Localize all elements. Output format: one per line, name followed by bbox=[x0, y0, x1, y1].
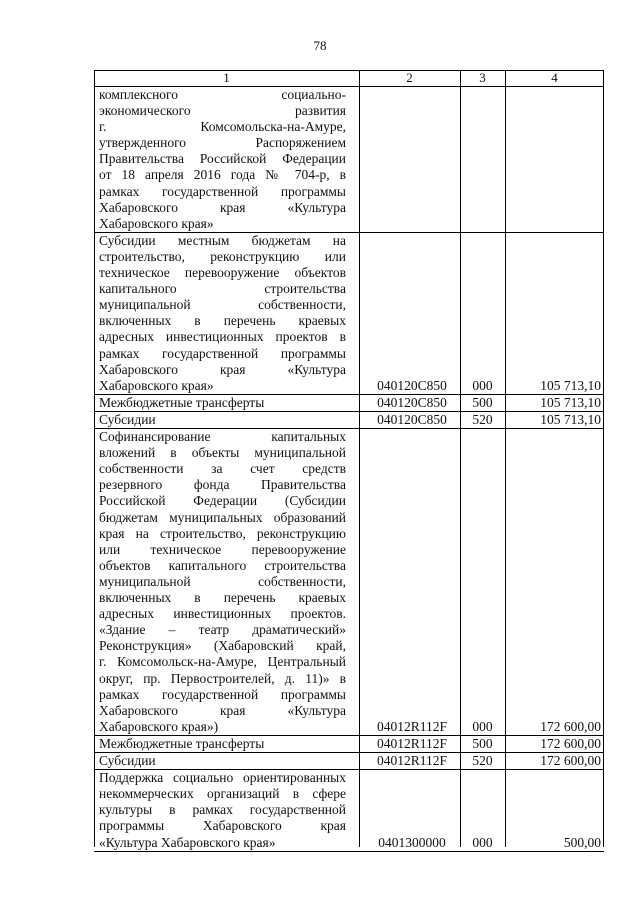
description-line: объектов капитального строительства bbox=[99, 557, 346, 573]
description-line: включенных в перечень краевых bbox=[99, 313, 346, 329]
target-article-code: 040120C850 bbox=[377, 394, 447, 410]
expense-type-code: 000 bbox=[472, 834, 493, 850]
description-line: г. Комсомольска-на-Амуре, bbox=[99, 119, 346, 135]
amount-value: 172 600,00 bbox=[540, 718, 601, 734]
target-article-code: 04012R112F bbox=[376, 753, 447, 769]
amount-value: 105 713,10 bbox=[540, 394, 601, 410]
description-line: рамках государственной программы bbox=[99, 183, 346, 199]
description-line: рамках государственной программы bbox=[99, 345, 346, 361]
description-line: муниципальной собственности, bbox=[99, 573, 346, 589]
description-line: рамках государственной программы bbox=[99, 686, 346, 702]
description-line: Софинансирование капитальных bbox=[99, 429, 346, 445]
description-line: Субсидии местным бюджетам на bbox=[99, 232, 346, 248]
expense-type-code: 000 bbox=[472, 718, 493, 734]
target-article-code: 040120C850 bbox=[377, 377, 447, 393]
expense-type-code: 520 bbox=[472, 412, 493, 427]
table-row-description bbox=[99, 412, 346, 428]
description-line: адресных инвестиционных проектов. bbox=[99, 606, 346, 622]
description-line: «Культура Хабаровского края» bbox=[99, 834, 276, 850]
amount-value: 105 713,10 bbox=[540, 377, 601, 393]
table-row-description bbox=[99, 753, 346, 769]
page-number: 78 bbox=[313, 38, 327, 53]
description-line: адресных инвестиционных проектов в bbox=[99, 329, 346, 345]
table-column-border bbox=[603, 70, 604, 847]
amount-value: 500,00 bbox=[563, 834, 601, 850]
target-article-code: 0401300000 bbox=[378, 834, 446, 850]
description-line: утвержденного Распоряжением bbox=[99, 135, 346, 151]
table-row-description bbox=[99, 429, 346, 735]
description-line: Межбюджетные трансферты bbox=[99, 736, 265, 751]
table-header-cell: 1 bbox=[223, 70, 230, 85]
table-row-description bbox=[99, 87, 346, 232]
table-column-border bbox=[359, 70, 360, 847]
table-header-cell: 2 bbox=[406, 70, 413, 85]
description-line: включенных в перечень краевых bbox=[99, 590, 346, 606]
amount-value: 105 713,10 bbox=[540, 412, 601, 427]
amount-value: 172 600,00 bbox=[540, 753, 601, 769]
description-line: Субсидии bbox=[99, 753, 156, 769]
description-line: Хабаровского края «Культура bbox=[99, 361, 346, 377]
description-line: Хабаровского края») bbox=[99, 718, 219, 734]
target-article-code: 04012R112F bbox=[376, 736, 447, 751]
description-line: Хабаровского края» bbox=[99, 377, 214, 393]
description-line: или техническое перевооружение bbox=[99, 541, 346, 557]
table-header-cell: 4 bbox=[551, 70, 558, 85]
description-line: края на строительство, реконструкцию bbox=[99, 525, 346, 541]
table-row-description bbox=[99, 770, 346, 850]
description-line: бюджетам муниципальных образований bbox=[99, 509, 346, 525]
description-line: культуры в рамках государственной bbox=[99, 802, 346, 818]
description-line: Хабаровского края «Культура bbox=[99, 199, 346, 215]
description-line: некоммерческих организаций в сфере bbox=[99, 786, 346, 802]
target-article-code: 040120C850 bbox=[377, 412, 447, 427]
description-line: капитального строительства bbox=[99, 281, 346, 297]
description-line: Межбюджетные трансферты bbox=[99, 394, 265, 410]
description-line: техническое перевооружение объектов bbox=[99, 265, 346, 281]
description-line: строительство, реконструкцию или bbox=[99, 248, 346, 264]
expense-type-code: 000 bbox=[472, 377, 493, 393]
expense-type-code: 500 bbox=[472, 394, 493, 410]
description-line: муниципальной собственности, bbox=[99, 297, 346, 313]
table-row-description bbox=[99, 233, 346, 394]
description-line: «Здание – театр драматический» bbox=[99, 622, 346, 638]
description-line: собственности за счет средств bbox=[99, 461, 346, 477]
description-line: Субсидии bbox=[99, 412, 156, 427]
table-row-border bbox=[94, 851, 604, 852]
description-line: Реконструкция» (Хабаровский край, bbox=[99, 638, 346, 654]
amount-value: 172 600,00 bbox=[540, 736, 601, 751]
table-row-description bbox=[99, 736, 346, 752]
target-article-code: 04012R112F bbox=[376, 718, 447, 734]
expense-type-code: 500 bbox=[472, 736, 493, 751]
description-line: комплексного социально- bbox=[99, 87, 346, 102]
description-line: г. Комсомольск-на-Амуре, Центральный bbox=[99, 654, 346, 670]
description-line: вложений в объекты муниципальной bbox=[99, 445, 346, 461]
description-line: Хабаровского края» bbox=[99, 215, 214, 231]
description-line: экономического развития bbox=[99, 103, 346, 119]
description-line: Российской Федерации (Субсидии bbox=[99, 493, 346, 509]
description-line: Поддержка социально ориентированных bbox=[99, 770, 346, 786]
description-line: от 18 апреля 2016 года № 704-р, в bbox=[99, 167, 346, 183]
description-line: программы Хабаровского края bbox=[99, 818, 346, 834]
description-line: Правительства Российской Федерации bbox=[99, 151, 346, 167]
table-header-cell: 3 bbox=[479, 70, 486, 85]
description-line: округ, пр. Первостроителей, д. 11)» в bbox=[99, 670, 346, 686]
description-line: Хабаровского края «Культура bbox=[99, 702, 346, 718]
table-row-description bbox=[99, 395, 346, 411]
table-column-border bbox=[94, 70, 95, 847]
expense-type-code: 520 bbox=[472, 753, 493, 769]
description-line: резервного фонда Правительства bbox=[99, 477, 346, 493]
